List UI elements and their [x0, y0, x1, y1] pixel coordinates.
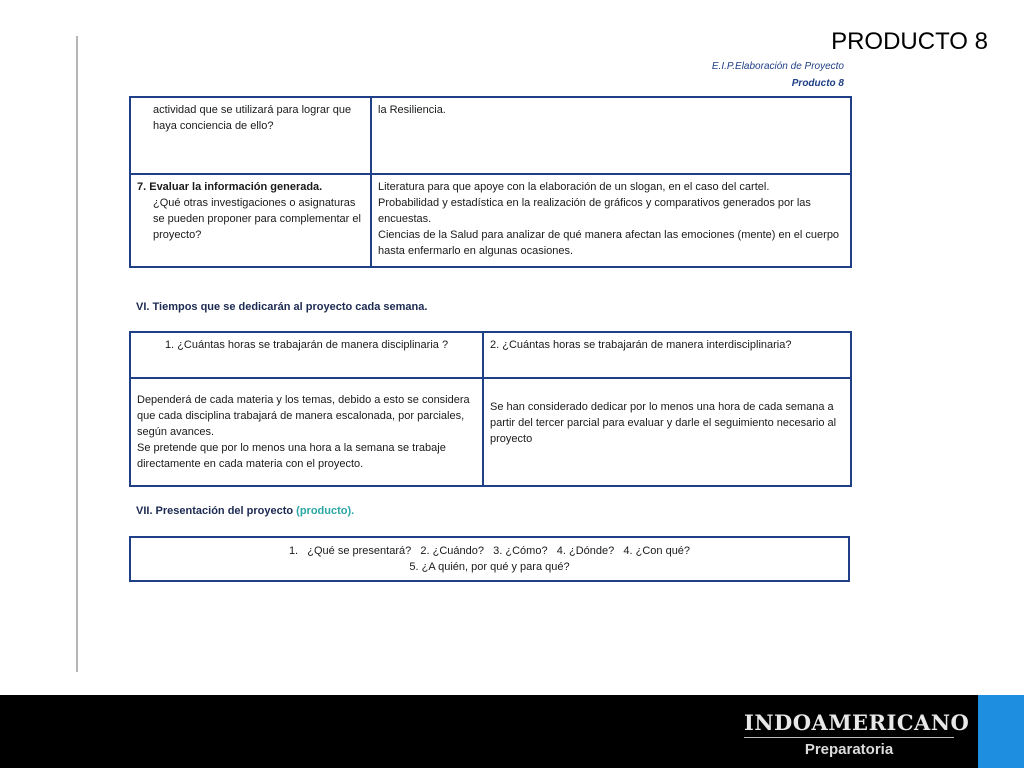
- table-cell: [130, 332, 483, 378]
- subject-statistics: Probabilidad y estadística en la realización de gráficos y comparativos generados por las encuestas.: [378, 197, 811, 225]
- subject-health-sciences: Ciencias de la Salud para analizar de qué manera afectan las emociones (mente) en el cuerpo hasta enfermarlo en algunas ocasiones.: [378, 229, 840, 257]
- table-row: [130, 332, 851, 378]
- footer-accent-block: [978, 695, 1024, 768]
- table-cell: [483, 378, 851, 486]
- disciplinary-hours-question: ¿Cuántas horas se trabajarán de manera disciplinaria ?: [177, 339, 449, 351]
- presentation-table: [129, 536, 850, 582]
- evaluation-table: [129, 96, 852, 268]
- table-cell: [483, 332, 851, 378]
- weekly-time-table: [129, 331, 852, 487]
- table-row: [130, 537, 849, 581]
- evaluate-title: 7. Evaluar la información generada.: [137, 181, 323, 193]
- table-cell: [371, 174, 851, 267]
- activity-question-text: actividad que se utilizará para lograr que haya conciencia de ello?: [153, 104, 352, 132]
- table-cell: [371, 97, 851, 174]
- slide-title: PRODUCTO 8: [831, 28, 988, 55]
- evaluate-question: ¿Qué otras investigaciones o asignaturas se pueden proponer para complementar el proyecto?: [153, 197, 361, 241]
- section-heading-times: VI. Tiempos que se dedicarán al proyecto cada semana.: [136, 301, 428, 313]
- presentation-heading-text: VII. Presentación del proyecto: [136, 505, 294, 517]
- subject-literature: Literatura para que apoye con la elaboración de un slogan, en el caso del cartel.: [378, 181, 770, 193]
- presentation-questions-line1: 1. ¿Qué se presentará? 2. ¿Cuándo? 3. ¿Cómo? 4. ¿Dónde? 4. ¿Con qué?: [288, 545, 691, 557]
- table-row: [130, 97, 851, 174]
- table-cell: [130, 537, 849, 581]
- presentation-questions-line2: 5. ¿A quién, por qué y para qué?: [409, 561, 570, 573]
- left-divider: [76, 36, 78, 672]
- section-heading-presentation: [136, 505, 354, 517]
- table-cell: [130, 97, 371, 174]
- table-row: [130, 174, 851, 267]
- activity-answer-text: la Resiliencia.: [378, 104, 446, 116]
- question-number: 1.: [164, 339, 175, 351]
- document-header-line1: E.I.P.Elaboración de Proyecto: [711, 61, 844, 72]
- table-cell: [130, 378, 483, 486]
- presentation-heading-accent: (producto).: [296, 505, 355, 517]
- interdisciplinary-hours-question: ¿Cuántas horas se trabajarán de manera interdisciplinaria?: [502, 339, 792, 351]
- indoamericano-logo: [744, 710, 970, 758]
- document-header-line2: Producto 8: [791, 78, 844, 89]
- interdisciplinary-answer: Se han considerado dedicar por lo menos una hora de cada semana a partir del tercer parcial para evaluar y darle el seguimiento necesario al proyecto: [490, 401, 837, 445]
- question-number: 2.: [490, 339, 500, 351]
- table-cell: [130, 174, 371, 267]
- table-row: [130, 378, 851, 486]
- logo-subtitle: Preparatoria: [804, 741, 894, 758]
- disciplinary-answer-extra: Se pretende que por lo menos una hora a la semana se trabaje directamente en cada materia con el proyecto.: [137, 442, 446, 470]
- document-header: [712, 58, 844, 92]
- disciplinary-answer: Dependerá de cada materia y los temas, debido a esto se considera que cada disciplina trabajará de manera escalonada, por parciales, según avances.: [137, 394, 470, 438]
- logo-brand: INDOAMERICANO: [744, 710, 954, 738]
